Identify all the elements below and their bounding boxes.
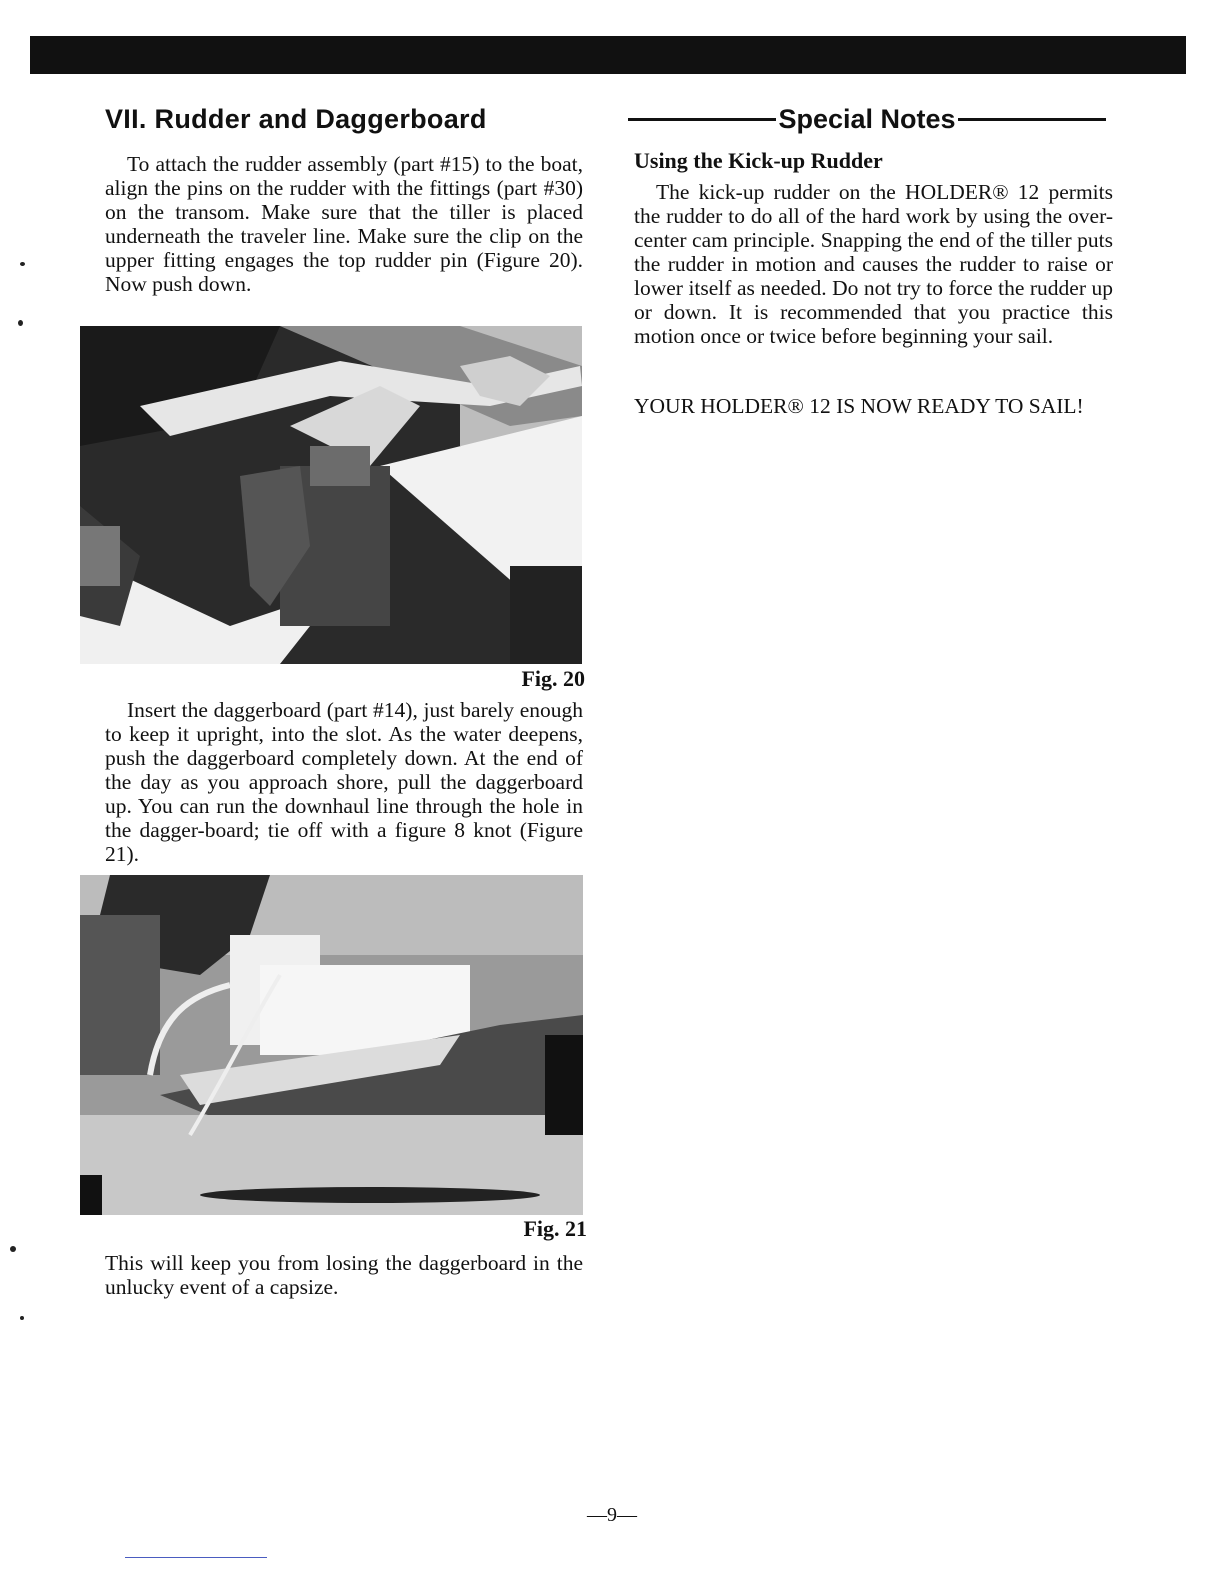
capsize-note: This will keep you from losing the daggerboard in the unlucky event of a capsize. — [105, 1251, 583, 1299]
scan-speck — [20, 262, 25, 266]
header-rule-left — [628, 118, 776, 121]
scan-speck — [18, 320, 23, 326]
section-title: VII. Rudder and Daggerboard — [105, 104, 487, 134]
figure-21-photo — [80, 875, 583, 1215]
page-number: —9— — [587, 1504, 637, 1526]
kick-up-rudder-text: The kick-up rudder on the HOLDER® 12 permits the rudder to do all of the hard work by using the over-center cam principle. Snapping the end of the tiller puts the rudder in motion and causes the rudder to raise or lower itself as needed. Do not try to force the rudder up or down. It is recommended that you practice this motion once or twice before beginning your sail. — [634, 180, 1113, 348]
header-bar — [30, 36, 1186, 74]
rudder-instructions: To attach the rudder assembly (part #15) to the boat, align the pins on the rudder with the fittings (part #30) on the transom. Make sure that the tiller is placed underneath the traveler line. Make sure the clip on the upper fitting engages the top rudder pin (Figure 20). Now push down. — [105, 152, 583, 296]
scan-speck — [20, 1316, 24, 1320]
special-notes-header — [628, 102, 1106, 136]
special-notes-title: Special Notes — [778, 103, 956, 134]
kick-up-rudder-title: Using the Kick-up Rudder — [634, 148, 883, 173]
header-rule-right — [958, 118, 1106, 121]
scan-speck — [10, 1246, 16, 1252]
footer-rule — [125, 1557, 267, 1558]
figure-20-caption: Fig. 20 — [521, 666, 585, 691]
figure-20-photo — [80, 326, 582, 664]
figure-21-caption: Fig. 21 — [523, 1216, 587, 1241]
daggerboard-instructions: Insert the daggerboard (part #14), just barely enough to keep it upright, into the slot. As the water deepens, push the daggerboard completely down. At the end of the day as you approach shore, pull the daggerboard up. You can run the downhaul line through the hole in the dagger-board; tie off with a figure 8 knot (Figure 21). — [105, 698, 583, 866]
ready-to-sail: YOUR HOLDER® 12 IS NOW READY TO SAIL! — [634, 394, 1084, 418]
